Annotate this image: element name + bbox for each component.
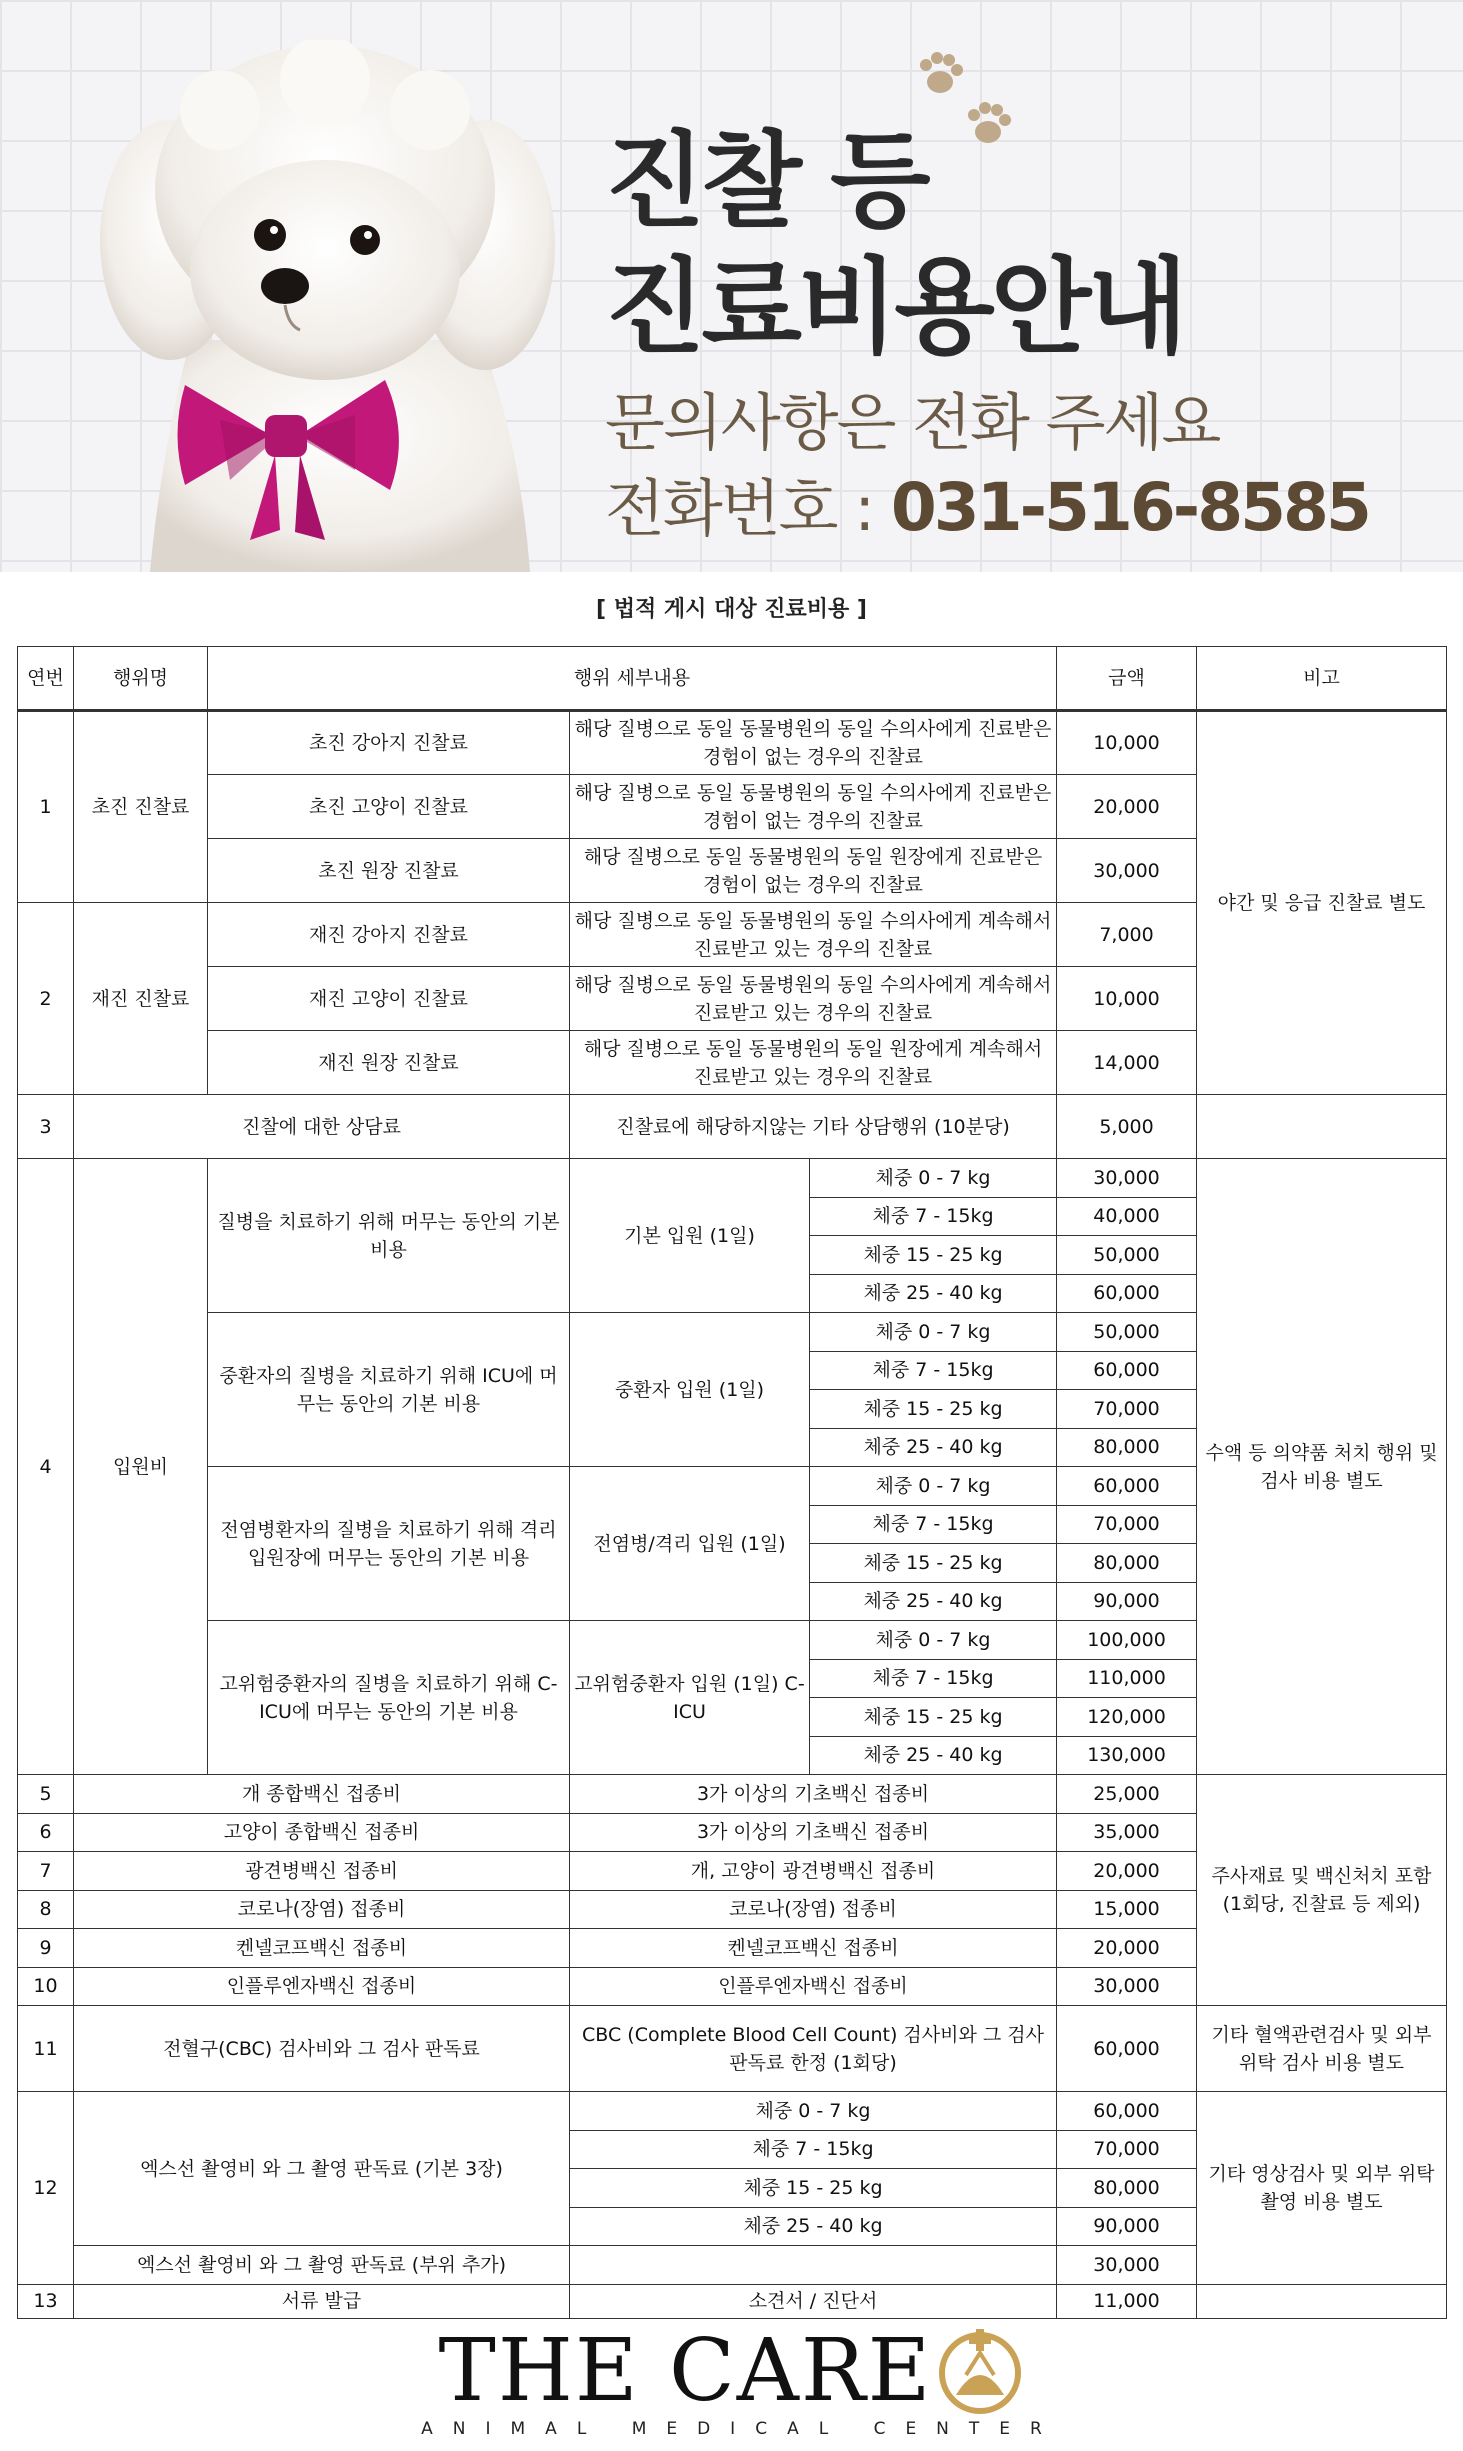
weight-range: 체중 15 - 25 kg bbox=[810, 1236, 1057, 1275]
header-note: 비고 bbox=[1197, 647, 1447, 711]
row-no: 3 bbox=[18, 1095, 74, 1159]
weight-amount: 70,000 bbox=[1057, 1390, 1197, 1429]
row-desc: 코로나(장염) 접종비 bbox=[570, 1890, 1057, 1929]
row-desc: 3가 이상의 기초백신 접종비 bbox=[570, 1775, 1057, 1814]
group-type: 전염병/격리 입원 (1일) bbox=[570, 1467, 810, 1621]
phone-number[interactable]: 031-516-8585 bbox=[890, 469, 1369, 546]
row-desc: 개, 고양이 광견병백신 접종비 bbox=[570, 1852, 1057, 1891]
weight-range: 체중 7 - 15kg bbox=[810, 1197, 1057, 1236]
brand-logo bbox=[0, 2321, 1463, 2439]
crest-icon bbox=[936, 2325, 1024, 2417]
item-amount: 14,000 bbox=[1057, 1031, 1197, 1095]
row-no: 2 bbox=[18, 903, 74, 1095]
weight-range: 체중 7 - 15kg bbox=[810, 1351, 1057, 1390]
item-label: 초진 원장 진찰료 bbox=[208, 839, 570, 903]
weight-range: 체중 0 - 7 kg bbox=[810, 1159, 1057, 1198]
weight-range: 체중 0 - 7 kg bbox=[810, 1621, 1057, 1660]
row-name: 입원비 bbox=[74, 1159, 208, 1775]
header-no: 연번 bbox=[18, 647, 74, 711]
section-title: [ 법적 게시 대상 진료비용 ] bbox=[596, 597, 867, 622]
row-no: 12 bbox=[18, 2092, 74, 2285]
weight-amount: 50,000 bbox=[1057, 1313, 1197, 1352]
table-row bbox=[18, 2284, 1447, 2318]
weight-range: 체중 0 - 7 kg bbox=[810, 1467, 1057, 1506]
group-desc: 질병을 치료하기 위해 머무는 동안의 기본 비용 bbox=[208, 1159, 570, 1313]
header-banner bbox=[0, 0, 1463, 572]
table-row bbox=[18, 1159, 1447, 1198]
row-name: 엑스선 촬영비 와 그 촬영 판독료 (부위 추가) bbox=[74, 2246, 570, 2285]
row-note: 기타 영상검사 및 외부 위탁 촬영 비용 별도 bbox=[1197, 2092, 1447, 2285]
header-detail: 행위 세부내용 bbox=[208, 647, 1057, 711]
row-name: 재진 진찰료 bbox=[74, 903, 208, 1095]
table-row bbox=[18, 2092, 1447, 2131]
item-desc: 해당 질병으로 동일 동물병원의 동일 원장에게 진료받은 경험이 없는 경우의 진찰료 bbox=[570, 839, 1057, 903]
row-note: 주사재료 및 백신처치 포함 (1회당, 진찰료 등 제외) bbox=[1197, 1775, 1447, 2006]
row-name: 인플루엔자백신 접종비 bbox=[74, 1967, 570, 2006]
header-name: 행위명 bbox=[74, 647, 208, 711]
row-desc: 인플루엔자백신 접종비 bbox=[570, 1967, 1057, 2006]
row-amount: 20,000 bbox=[1057, 1852, 1197, 1891]
weight-amount: 70,000 bbox=[1057, 2130, 1197, 2169]
weight-range: 체중 25 - 40 kg bbox=[810, 1582, 1057, 1621]
weight-range: 체중 15 - 25 kg bbox=[810, 1544, 1057, 1583]
weight-range: 체중 7 - 15kg bbox=[810, 1659, 1057, 1698]
row-name: 켄넬코프백신 접종비 bbox=[74, 1929, 570, 1968]
weight-range: 체중 7 - 15kg bbox=[570, 2130, 1057, 2169]
weight-amount: 80,000 bbox=[1057, 2169, 1197, 2208]
weight-range: 체중 7 - 15kg bbox=[810, 1505, 1057, 1544]
weight-amount: 60,000 bbox=[1057, 1351, 1197, 1390]
weight-range: 체중 0 - 7 kg bbox=[570, 2092, 1057, 2131]
item-label: 초진 고양이 진찰료 bbox=[208, 775, 570, 839]
dog-illustration bbox=[100, 40, 580, 572]
row-amount: 20,000 bbox=[1057, 1929, 1197, 1968]
table-row bbox=[18, 711, 1447, 775]
table-row bbox=[18, 1775, 1447, 1814]
row-note: 수액 등 의약품 처치 행위 및 검사 비용 별도 bbox=[1197, 1159, 1447, 1775]
row-name: 개 종합백신 접종비 bbox=[74, 1775, 570, 1814]
row-no: 1 bbox=[18, 711, 74, 903]
item-amount: 7,000 bbox=[1057, 903, 1197, 967]
row-no: 13 bbox=[18, 2284, 74, 2318]
row-no: 9 bbox=[18, 1929, 74, 1968]
row-desc-empty bbox=[570, 2246, 1057, 2285]
table-header-row bbox=[18, 647, 1447, 711]
row-name: 광견병백신 접종비 bbox=[74, 1852, 570, 1891]
row-amount: 60,000 bbox=[1057, 2006, 1197, 2092]
weight-range: 체중 25 - 40 kg bbox=[810, 1736, 1057, 1775]
fee-table bbox=[17, 646, 1447, 2319]
weight-range: 체중 15 - 25 kg bbox=[570, 2169, 1057, 2208]
row-amount: 30,000 bbox=[1057, 2246, 1197, 2285]
row-amount: 15,000 bbox=[1057, 1890, 1197, 1929]
weight-range: 체중 15 - 25 kg bbox=[810, 1390, 1057, 1429]
weight-amount: 30,000 bbox=[1057, 1159, 1197, 1198]
header-amount: 금액 bbox=[1057, 647, 1197, 711]
row-desc: 3가 이상의 기초백신 접종비 bbox=[570, 1813, 1057, 1852]
group-desc: 중환자의 질병을 치료하기 위해 ICU에 머무는 동안의 기본 비용 bbox=[208, 1313, 570, 1467]
row-name: 서류 발급 bbox=[74, 2284, 570, 2318]
weight-amount: 90,000 bbox=[1057, 1582, 1197, 1621]
weight-amount: 60,000 bbox=[1057, 1274, 1197, 1313]
group-desc: 고위험중환자의 질병을 치료하기 위해 C-ICU에 머무는 동안의 기본 비용 bbox=[208, 1621, 570, 1775]
group-type: 기본 입원 (1일) bbox=[570, 1159, 810, 1313]
row-name: 엑스선 촬영비 와 그 촬영 판독료 (기본 3장) bbox=[74, 2092, 570, 2246]
title-line-2: 진료비용안내 bbox=[605, 246, 1184, 368]
weight-amount: 80,000 bbox=[1057, 1428, 1197, 1467]
phone-row bbox=[605, 464, 1369, 553]
row-amount: 30,000 bbox=[1057, 1967, 1197, 2006]
weight-amount: 80,000 bbox=[1057, 1544, 1197, 1583]
item-amount: 10,000 bbox=[1057, 967, 1197, 1031]
weight-amount: 90,000 bbox=[1057, 2207, 1197, 2246]
row-note: 기타 혈액관련검사 및 외부 위탁 검사 비용 별도 bbox=[1197, 2006, 1447, 2092]
row-no: 4 bbox=[18, 1159, 74, 1775]
table-row bbox=[18, 2006, 1447, 2092]
row-no: 8 bbox=[18, 1890, 74, 1929]
row-desc: 진찰료에 해당하지않는 기타 상담행위 (10분당) bbox=[570, 1095, 1057, 1159]
brand-name bbox=[438, 2321, 1025, 2421]
item-amount: 20,000 bbox=[1057, 775, 1197, 839]
item-amount: 10,000 bbox=[1057, 711, 1197, 775]
item-desc: 해당 질병으로 동일 동물병원의 동일 수의사에게 계속해서 진료받고 있는 경우의 진찰료 bbox=[570, 903, 1057, 967]
row-no: 5 bbox=[18, 1775, 74, 1814]
group-desc: 전염병환자의 질병을 치료하기 위해 격리입원장에 머무는 동안의 기본 비용 bbox=[208, 1467, 570, 1621]
weight-amount: 60,000 bbox=[1057, 1467, 1197, 1506]
item-desc: 해당 질병으로 동일 동물병원의 동일 수의사에게 진료받은 경험이 없는 경우의 진찰료 bbox=[570, 711, 1057, 775]
weight-amount: 120,000 bbox=[1057, 1698, 1197, 1737]
item-amount: 30,000 bbox=[1057, 839, 1197, 903]
item-label: 재진 강아지 진찰료 bbox=[208, 903, 570, 967]
phone-label: 전화번호 : bbox=[605, 472, 891, 545]
group-type: 고위험중환자 입원 (1일) C-ICU bbox=[570, 1621, 810, 1775]
weight-amount: 130,000 bbox=[1057, 1736, 1197, 1775]
item-label: 재진 원장 진찰료 bbox=[208, 1031, 570, 1095]
item-desc: 해당 질병으로 동일 동물병원의 동일 수의사에게 진료받은 경험이 없는 경우의 진찰료 bbox=[570, 775, 1057, 839]
row-no: 6 bbox=[18, 1813, 74, 1852]
weight-amount: 110,000 bbox=[1057, 1659, 1197, 1698]
row-amount: 35,000 bbox=[1057, 1813, 1197, 1852]
row-amount: 25,000 bbox=[1057, 1775, 1197, 1814]
weight-range: 체중 0 - 7 kg bbox=[810, 1313, 1057, 1352]
item-desc: 해당 질병으로 동일 동물병원의 동일 원장에게 계속해서 진료받고 있는 경우의 진찰료 bbox=[570, 1031, 1057, 1095]
row-amount: 5,000 bbox=[1057, 1095, 1197, 1159]
row-name: 코로나(장염) 접종비 bbox=[74, 1890, 570, 1929]
weight-amount: 100,000 bbox=[1057, 1621, 1197, 1660]
brand-name-text: THE CARE bbox=[438, 2321, 933, 2421]
row-note-empty bbox=[1197, 1095, 1447, 1159]
weight-range: 체중 15 - 25 kg bbox=[810, 1698, 1057, 1737]
row-no: 11 bbox=[18, 2006, 74, 2092]
row-no: 10 bbox=[18, 1967, 74, 2006]
subtitle: 문의사항은 전화 주세요 bbox=[605, 386, 1220, 459]
title-line-1: 진찰 등 bbox=[605, 120, 927, 242]
weight-amount: 40,000 bbox=[1057, 1197, 1197, 1236]
row-desc: CBC (Complete Blood Cell Count) 검사비와 그 검사 판독료 한정 (1회당) bbox=[570, 2006, 1057, 2092]
row-amount: 11,000 bbox=[1057, 2284, 1197, 2318]
row-name: 전혈구(CBC) 검사비와 그 검사 판독료 bbox=[74, 2006, 570, 2092]
row-desc: 소견서 / 진단서 bbox=[570, 2284, 1057, 2318]
item-label: 재진 고양이 진찰료 bbox=[208, 967, 570, 1031]
weight-range: 체중 25 - 40 kg bbox=[810, 1274, 1057, 1313]
weight-amount: 70,000 bbox=[1057, 1505, 1197, 1544]
weight-range: 체중 25 - 40 kg bbox=[570, 2207, 1057, 2246]
row-no: 7 bbox=[18, 1852, 74, 1891]
group-type: 중환자 입원 (1일) bbox=[570, 1313, 810, 1467]
headline bbox=[605, 118, 1369, 553]
weight-range: 체중 25 - 40 kg bbox=[810, 1428, 1057, 1467]
row-note-empty bbox=[1197, 2284, 1447, 2318]
row-name: 고양이 종합백신 접종비 bbox=[74, 1813, 570, 1852]
item-desc: 해당 질병으로 동일 동물병원의 동일 수의사에게 계속해서 진료받고 있는 경우의 진찰료 bbox=[570, 967, 1057, 1031]
row-desc: 켄넬코프백신 접종비 bbox=[570, 1929, 1057, 1968]
row-name: 초진 진찰료 bbox=[74, 711, 208, 903]
weight-amount: 50,000 bbox=[1057, 1236, 1197, 1275]
row-name: 진찰에 대한 상담료 bbox=[74, 1095, 570, 1159]
weight-amount: 60,000 bbox=[1057, 2092, 1197, 2131]
row-note: 야간 및 응급 진찰료 별도 bbox=[1197, 711, 1447, 1095]
table-row bbox=[18, 1095, 1447, 1159]
item-label: 초진 강아지 진찰료 bbox=[208, 711, 570, 775]
brand-tagline: ANIMAL MEDICAL CENTER bbox=[421, 2419, 1062, 2439]
